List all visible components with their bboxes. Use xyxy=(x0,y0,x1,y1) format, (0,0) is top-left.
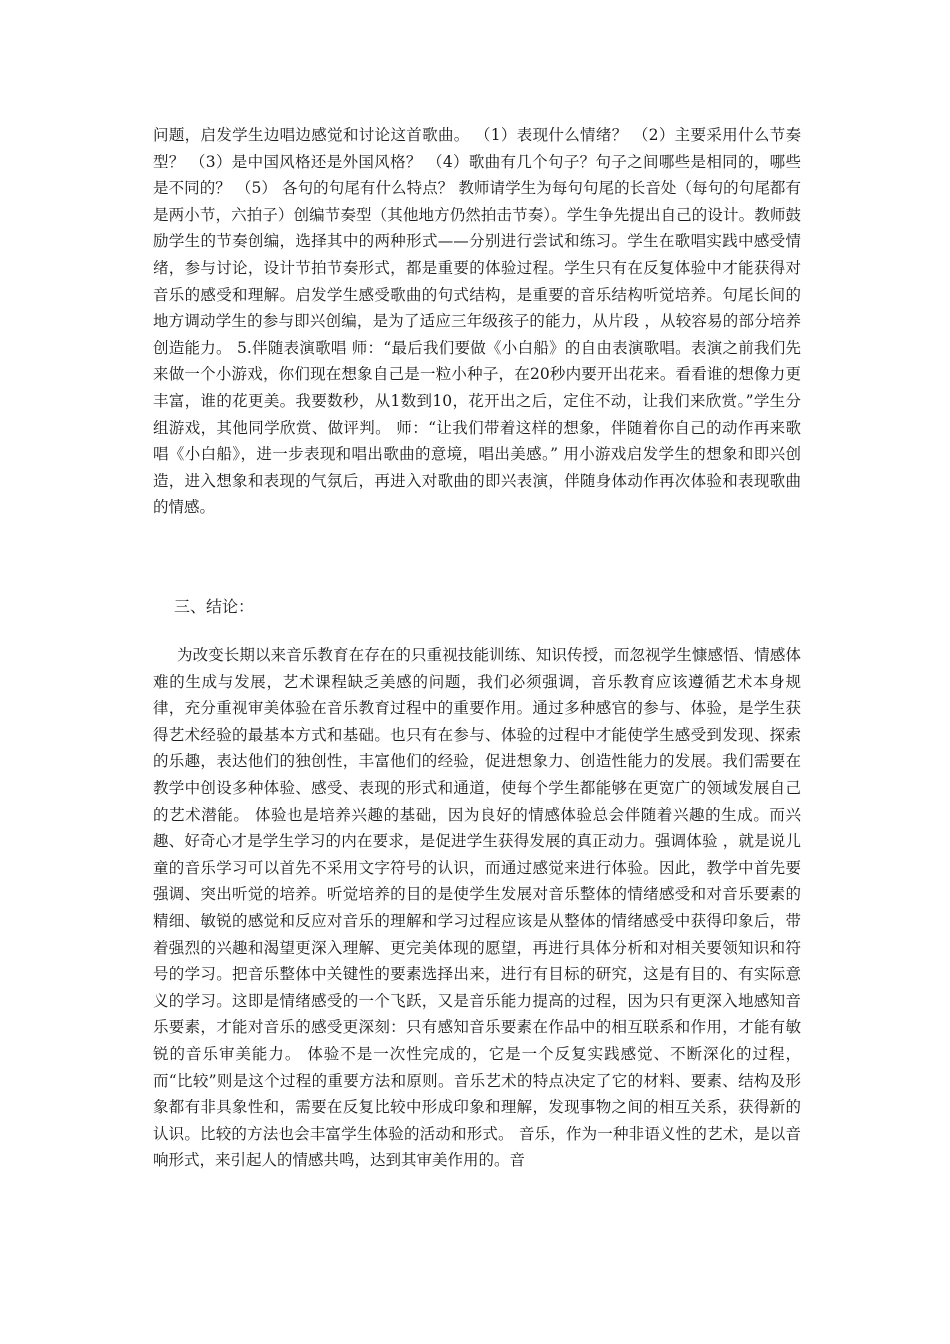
body-paragraph-lesson-steps: 问题，启发学生边唱边感觉和讨论这首歌曲。 （1）表现什么情绪？ （2）主要采用什么节奏型？ （3）是中国风格还是外国风格？ （4）歌曲有几个句子？句子之间哪些是相同的，哪些是不同的？ （5） 各句的句尾有什么特点？ 教师请学生为每句句尾的长音处（每句的句尾都有是两小节，六拍子）创编节奏型（其他地方仍然拍击节奏）。学生争先提出自己的设计。教师鼓励学生的节奏创编，选择其中的两种形式——分别进行尝试和练习。学生在歌唱实践中感受情绪，参与讨论，设计节拍节奏形式，都是重要的体验过程。学生只有在反复体验中才能获得对音乐的感受和理解。启发学生感受歌曲的句式结构，是重要的音乐结构听觉培养。句尾长间的地方调动学生的参与即兴创编，是为了适应三年级孩子的能力，从片段 ，从较容易的部分培养创造能力。 5.伴随表演歌唱 师：“最后我们要做《小白船》的自由表演歌唱。表演之前我们先来做一个小游戏，你们现在想象自己是一粒小种子，在20秒内要开出花来。看看谁的想像力更丰富，谁的花更美。我要数秒，从1数到10，花开出之后，定住不动，让我们来欣赏。”学生分组游戏，其他同学欣赏、做评判。 师：“让我们带着这样的想象，伴随着你自己的动作再来歌唱《小白船》，进一步表现和唱出歌曲的意境，唱出美感。” 用小游戏启发学生的想象和即兴创造，进入想象和表现的气氛后，再进入对歌曲的即兴表演，伴随身体动作再次体验和表现歌曲的情感。 xyxy=(153,126,801,517)
section-heading-conclusion: 三、结论： xyxy=(174,597,255,616)
body-paragraph-conclusion: 为改变长期以来音乐教育在存在的只重视技能训练、知识传授，而忽视学生慷感悟、情感体难的生成与发展，艺术课程缺乏美感的问题，我们必须强调，音乐教育应该遵循艺术本身规律，充分重视审美体验在音乐教育过程中的重要作用。通过多种感官的参与、体验，是学生获得艺术经验的最基本方式和基础。也只有在参与、体验的过程中才能使学生感受到发现、探索的乐趣，表达他们的独创性，丰富他们的经验，促进想象力、创造性能力的发展。我们需要在教学中创设多种体验、感受、表现的形式和通道，使每个学生都能够在更宽广的领域发展自己的艺术潜能。 体验也是培养兴趣的基础，因为良好的情感体验总会伴随着兴趣的生成。而兴趣、好奇心才是学生学习的内在要求，是促进学生获得发展的真正动力。强调体验 ，就是说儿童的音乐学习可以首先不采用文字符号的认识，而通过感觉来进行体验。因此，教学中首先要强调、突出听觉的培养。听觉培养的目的是使学生发展对音乐整体的情绪感受和对音乐要素的精细、敏锐的感觉和反应对音乐的理解和学习过程应该是从整体的情绪感受中获得印象后，带着强烈的兴趣和渴望更深入理解、更完美体现的愿望，再进行具体分析和对相关要领知识和符号的学习。把音乐整体中关键性的要素选择出来，进行有目标的研究，这是有目的、有实际意义的学习。这即是情绪感受的一个飞跃，又是音乐能力提高的过程，因为只有更深入地感知音乐要素，才能对音乐的感受更深刻：只有感知音乐要素在作品中的相互联系和作用，才能有敏锐的音乐审美能力。 体验不是一次性完成的，它是一个反复实践感觉、不断深化的过程，而“比较”则是这个过程的重要方法和原则。音乐艺术的特点决定了它的材料、要素、结构及形象都有非具象性和，需要在反复比较中形成印象和理解，发现事物之间的相互关系，获得新的认识。比较的方法也会丰富学生体验的活动和形式。 音乐，作为一种非语义性的艺术，是以音响形式，来引起人的情感共鸣，达到其审美作用的。音 xyxy=(153,646,801,1170)
